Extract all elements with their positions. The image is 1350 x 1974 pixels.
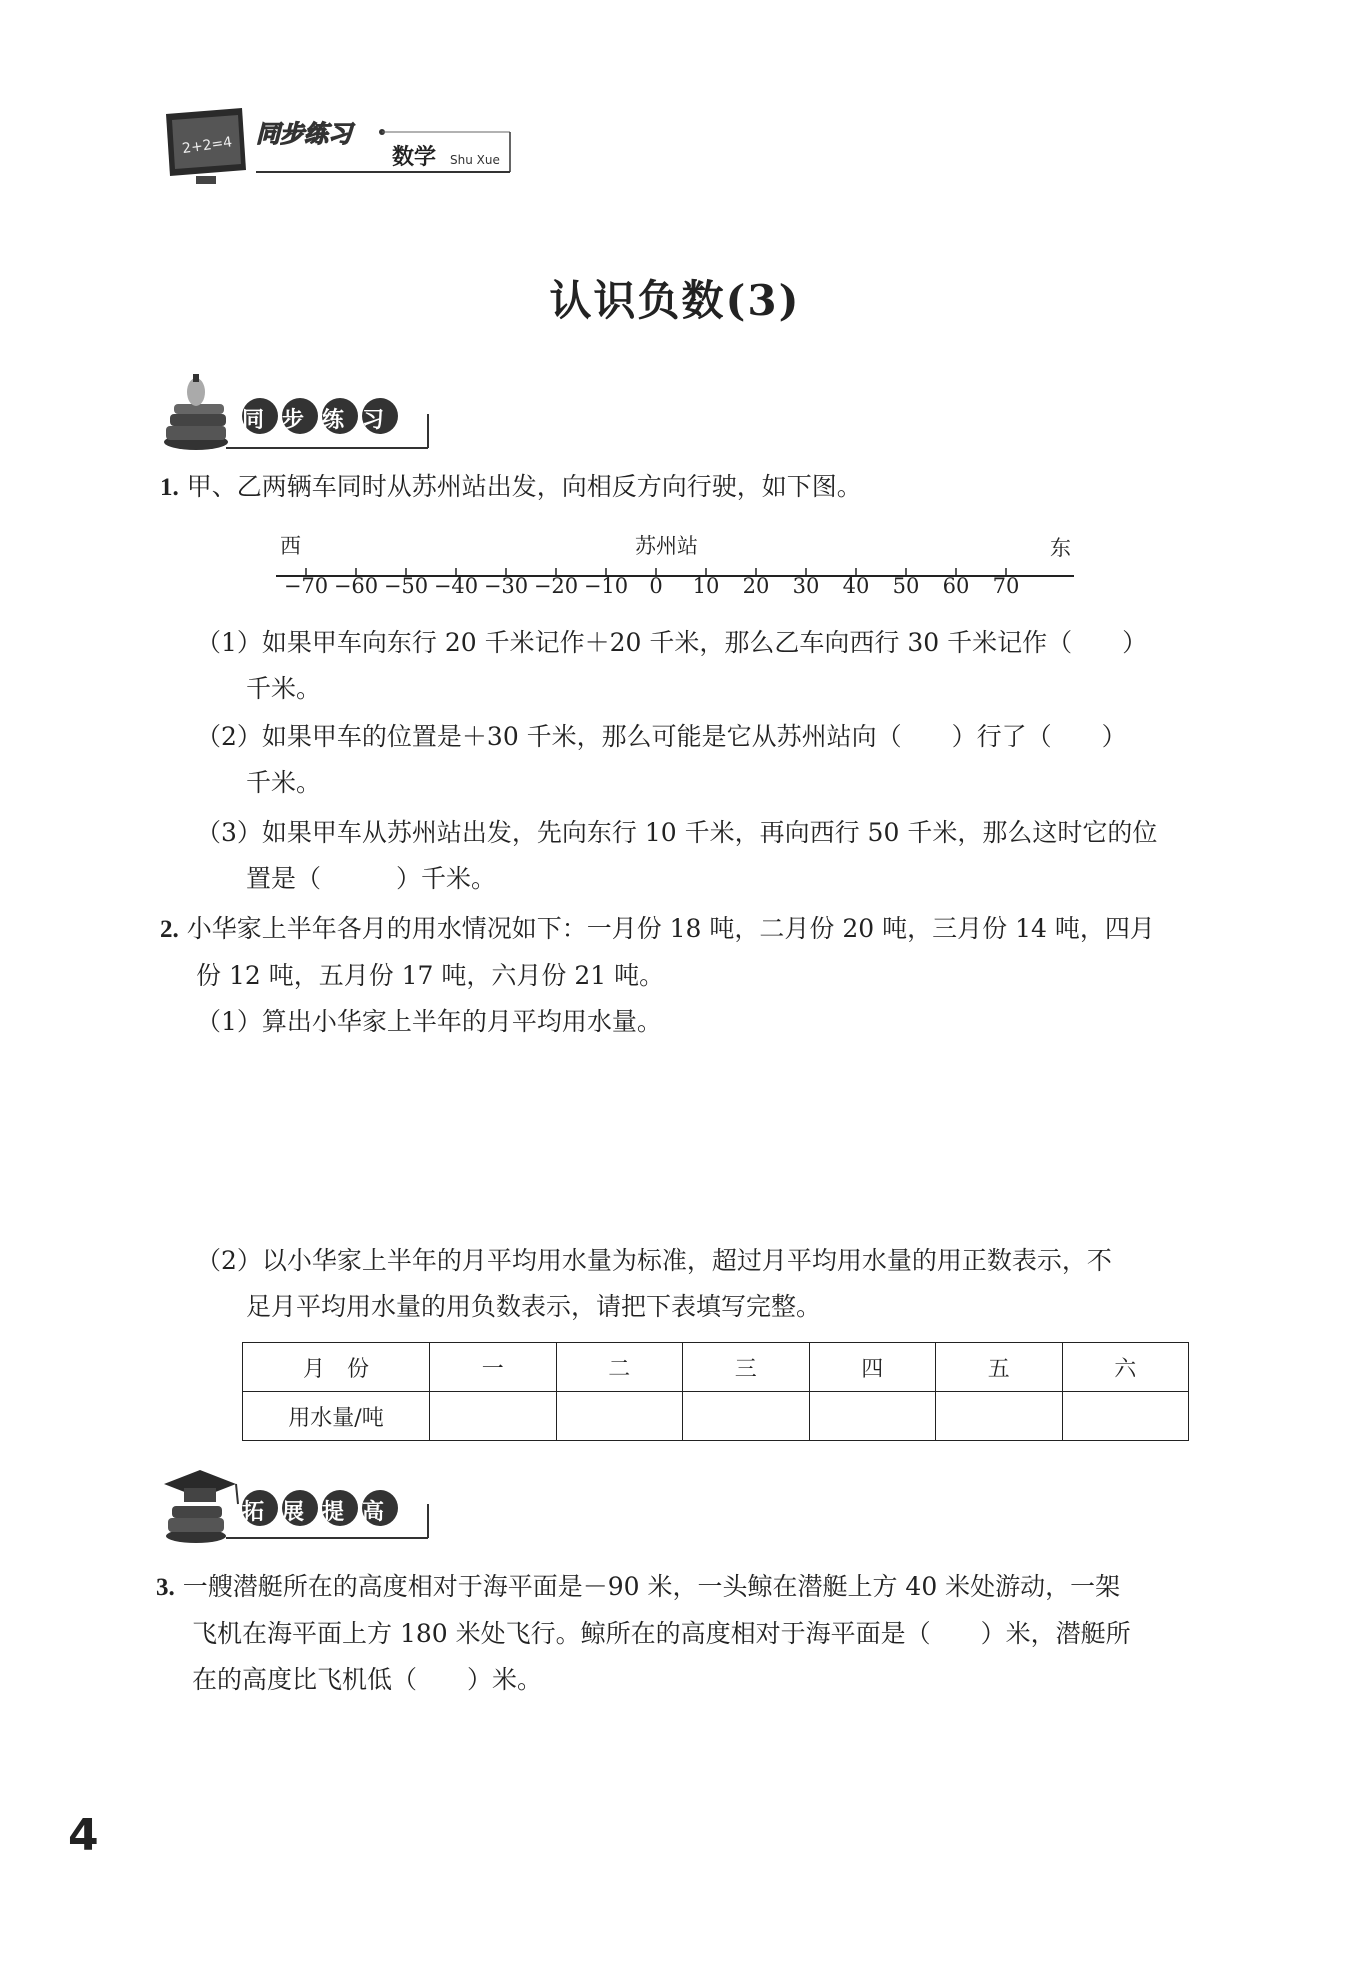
header-logo	[160, 100, 540, 190]
subject-text: 数学	[392, 145, 437, 170]
board-text: 2+2=4	[181, 134, 234, 158]
table-cell-month-4: 四	[809, 1343, 936, 1392]
tick-label: −40	[433, 574, 479, 598]
q1-sub-1-line-2: 千米。	[246, 674, 322, 703]
q2-sub-2-line-1: （2）以小华家上半年的月平均用水量为标准，超过月平均用水量的用正数表示，不	[196, 1246, 1112, 1275]
answer-cell-3[interactable]	[683, 1392, 810, 1441]
tick-label: 50	[892, 574, 920, 598]
water-usage-table	[242, 1342, 1189, 1441]
answer-cell-5[interactable]	[936, 1392, 1063, 1441]
tick-label: 30	[792, 574, 820, 598]
question-text-line-2: 份 12 吨，五月份 17 吨，六月份 21 吨。	[196, 961, 665, 990]
question-number: 3.	[156, 1574, 175, 1601]
q2-sub-1: （1）算出小华家上半年的月平均用水量。	[196, 1007, 662, 1036]
answer-cell-1[interactable]	[430, 1392, 557, 1441]
question-text-line-1: 一艘潜艇所在的高度相对于海平面是－90 米，一头鲸在潜艇上方 40 米处游动，一架	[182, 1572, 1121, 1601]
series-text: 同步练习	[256, 120, 352, 148]
table-cell-month-6: 六	[1062, 1343, 1189, 1392]
direction-west: 西	[280, 534, 301, 558]
q1-sub-3	[196, 810, 1206, 902]
question-text-line-1: 小华家上半年各月的用水情况如下：一月份 18 吨，二月份 20 吨，三月份 14 吨，四月	[186, 914, 1155, 943]
answer-cell-2[interactable]	[556, 1392, 683, 1441]
tick-label: −50	[383, 574, 429, 598]
table-cell-month-1: 一	[430, 1343, 557, 1392]
table-cell-month-2: 二	[556, 1343, 683, 1392]
page-number: 4	[68, 1810, 99, 1861]
tick-label: −20	[533, 574, 579, 598]
tick-label: −30	[483, 574, 529, 598]
answer-cell-4[interactable]	[809, 1392, 936, 1441]
table-header-usage: 用水量/吨	[243, 1392, 430, 1441]
table-cell-month-5: 五	[936, 1343, 1063, 1392]
section-badge-extension	[156, 1460, 436, 1550]
q1-sub-2-line-1: （2）如果甲车的位置是＋30 千米，那么可能是它从苏州站向（ ）行了（ ）	[196, 722, 1127, 751]
q2-sub-2-line-2: 足月平均用水量的用负数表示，请把下表填写完整。	[246, 1292, 822, 1321]
q1-sub-3-line-2: 置是（ ）千米。	[246, 864, 497, 893]
table-row	[243, 1392, 1189, 1441]
q1-sub-1	[196, 620, 1206, 712]
question-text-line-3: 在的高度比飞机低（ ）米。	[192, 1665, 543, 1694]
q2-sub-2	[196, 1238, 1206, 1330]
table-cell-month-3: 三	[683, 1343, 810, 1392]
tick-label: 10	[692, 574, 720, 598]
tick-label: −10	[583, 574, 629, 598]
q1-sub-1-line-1: （1）如果甲车向东行 20 千米记作＋20 千米，那么乙车向西行 30 千米记作（ ）	[196, 628, 1148, 657]
question-3	[156, 1564, 1206, 1703]
tick-label: 60	[942, 574, 970, 598]
table-header-month: 月 份	[243, 1343, 430, 1392]
tick-label: −70	[283, 574, 329, 598]
table-row	[243, 1343, 1189, 1392]
q1-sub-3-line-1: （3）如果甲车从苏州站出发，先向东行 10 千米，再向西行 50 千米，那么这时它的位	[196, 818, 1158, 847]
station-label: 苏州站	[635, 534, 698, 558]
question-number: 2.	[160, 916, 179, 943]
direction-east: 东	[1050, 536, 1071, 560]
question-1	[160, 464, 1200, 511]
tick-label: 70	[992, 574, 1020, 598]
section-title-sync-practice: 同步练习	[242, 408, 403, 433]
tick-labels	[270, 574, 1090, 604]
page-title: 认识负数(3)	[549, 276, 801, 325]
q1-sub-2-line-2: 千米。	[246, 768, 322, 797]
section-title-extension: 拓展提高	[242, 1500, 403, 1525]
section-badge-sync-practice	[156, 370, 436, 460]
question-2	[160, 906, 1200, 1045]
tick-label: 40	[842, 574, 870, 598]
question-text-line-2: 飞机在海平面上方 180 米处飞行。鲸所在的高度相对于海平面是（ ）米，潜艇所	[192, 1619, 1131, 1648]
q1-sub-2	[196, 714, 1206, 806]
question-number: 1.	[160, 474, 179, 501]
tick-label: 0	[649, 574, 663, 598]
answer-cell-6[interactable]	[1062, 1392, 1189, 1441]
question-text: 甲、乙两辆车同时从苏州站出发，向相反方向行驶，如下图。	[186, 472, 862, 501]
number-line	[270, 528, 1090, 608]
tick-label: −60	[333, 574, 379, 598]
subject-pinyin: Shu Xue	[450, 153, 500, 167]
tick-label: 20	[742, 574, 770, 598]
